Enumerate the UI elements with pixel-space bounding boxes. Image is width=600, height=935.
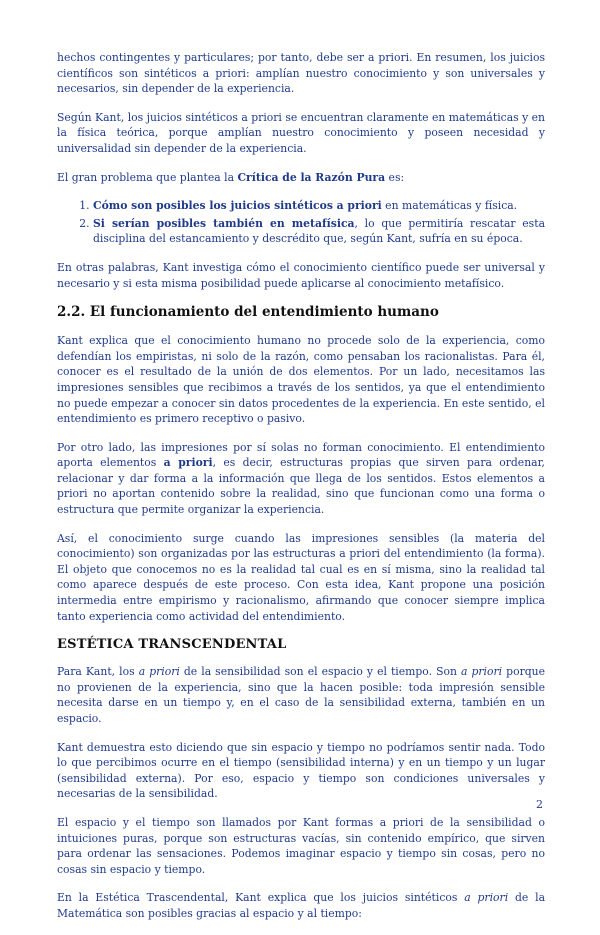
paragraph-3 [57,170,545,186]
page-body [57,50,545,935]
subsection-heading: ESTÉTICA TRANSCENDENTAL [57,637,287,653]
italic-term: a priori [138,665,180,679]
italic-term: a priori [464,891,509,905]
list-item-text: , lo que permitiría rescatar esta disciplina del estancamiento y descrédito que, según Kant, sufría en su época. [93,216,545,246]
paragraph-7: Así, el conocimiento surge cuando las impresiones sensibles (la materia del conocimiento) son organizadas por las estructuras a priori del entendimiento (la forma). El objeto que conocemos no es la realidad tal cual es en sí misma, sino la realidad tal como aparece después de este proceso. Con esta idea, Kant propone una posición intermedia entre empirismo y racionalismo, afirmando que conocer siempre implica tanto experiencia como actividad del entendimiento. [57,531,545,623]
page-number: 2 [536,798,543,811]
text-run: , es decir, estructuras propias que sirven para ordenar, relacionar y dar forma a la información que llega de los sentidos. Estos elementos a priori no aportan contenido sobre la realidad, sino que funcionan como una forma o estructura que permite organizar la experiencia. [57,456,545,517]
paragraph-11 [57,890,545,921]
list-item-bold: Cómo son posibles los juicios sintéticos a priori [93,199,382,213]
text-run: de la sensibilidad son el espacio y el tiempo. Son [179,665,461,679]
paragraph-2: Según Kant, los juicios sintéticos a priori se encuentran claramente en matemáticas y en la física teórica, porque amplían nuestro conocimiento y poseen necesidad y universalidad sin depender de la experiencia. [57,110,545,155]
text-run: En la Estética Trascendental, Kant explica que los juicios sintéticos [57,891,465,905]
paragraph-10: El espacio y el tiempo son llamados por Kant formas a priori de la sensibilidad o intuiciones puras, porque son estructuras vacías, sin contenido empírico, que sirven para ordenar las sensaciones. Podemos imaginar espacio y tiempo sin cosas, pero no cosas sin espacio y tiempo. [57,815,545,876]
text-run: El gran problema que plantea la [57,170,238,184]
list-item [93,216,545,247]
text-run: Para Kant, los [57,665,139,679]
bold-term: a priori [163,456,213,470]
text-run: es: [385,170,405,184]
italic-term: a priori [460,665,503,679]
list-item-bold: Si serían posibles también en metafísica [93,216,355,230]
list-item-text: en matemáticas y física. [381,199,518,213]
text-run: porque no provienen de la experiencia, sino que la hacen posible: toda impresión sensible necesita darse en un tiempo y, en el caso de la sensibilidad externa, también en un espacio. [57,665,546,725]
paragraph-1: hechos contingentes y particulares; por tanto, debe ser a priori. En resumen, los juicios científicos son sintéticos a priori: amplían nuestro conocimiento y son universales y necesarios, sin depender de la experiencia. [57,51,545,96]
text-run: de la Matemática son posibles gracias al espacio y al tiempo: [57,891,545,920]
paragraph-8 [57,664,545,726]
book-title: Crítica de la Razón Pura [237,170,386,184]
text-run: Por otro lado, las impresiones por sí solas no forman conocimiento. El entendimiento aporta elementos [57,440,545,470]
paragraph-4: En otras palabras, Kant investiga cómo el conocimiento científico puede ser universal y necesario y si esta misma posibilidad puede aplicarse al conocimiento metafísico. [57,260,545,290]
paragraph-5: Kant explica que el conocimiento humano no procede solo de la experiencia, como defendían los empiristas, ni solo de la razón, como pensaban los racionalistas. Para él, conocer es el resultado de la unión de dos elementos. Por un lado, necesitamos las impresiones sensibles que recibimos a través de los sentidos, ya que el entendimiento no puede empezar a conocer sin datos procedentes de la experiencia. En este sentido, el entendimiento es primero receptivo o pasivo. [57,334,545,426]
paragraph-6 [57,440,545,518]
list-item [93,198,545,214]
paragraph-9: Kant demuestra esto diciendo que sin espacio y tiempo no podríamos sentir nada. Todo lo que percibimos ocurre en el tiempo (sensibilidad interna) y en un tiempo y un lugar (sensibilidad externa). Por eso, espacio y tiempo son condiciones universales y necesarias de la sensibilidad. [57,740,545,801]
numbered-list [57,198,545,247]
section-heading: 2.2. El funcionamiento del entendimiento humano [57,304,439,321]
